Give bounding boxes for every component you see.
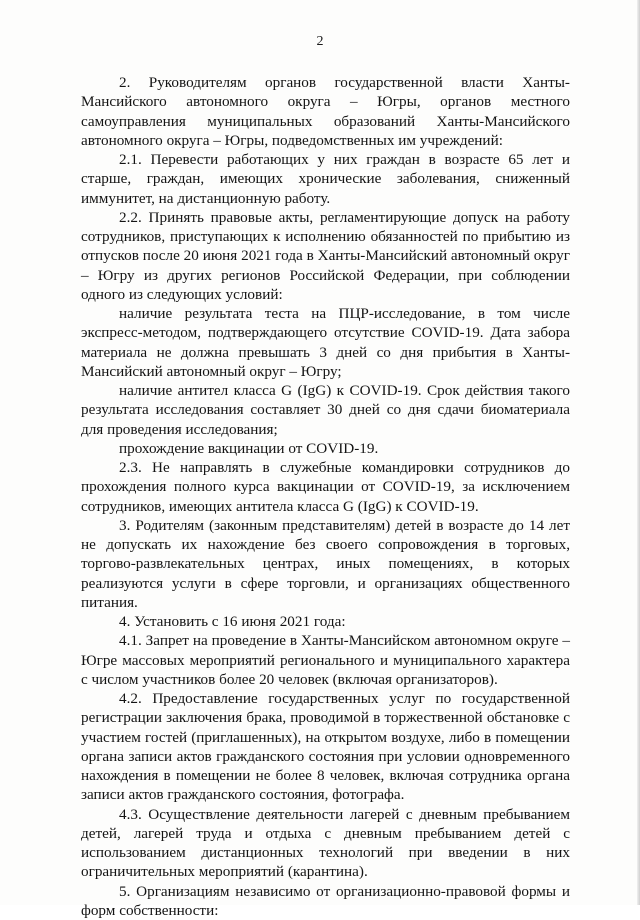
paragraph-2-3: 2.3. Не направлять в служебные командировки сотрудников до прохождения полного курса вакцинации от COVID-19, за исключением сотрудников, имеющих антитела класса G (IgG) к COVID-19. xyxy=(81,458,570,516)
page-number: 2 xyxy=(0,34,640,50)
document-body xyxy=(81,73,570,920)
paragraph-4: 4. Установить с 16 июня 2021 года: xyxy=(81,612,570,631)
paragraph-3: 3. Родителям (законным представителям) детей в возрасте до 14 лет не допускать их нахождение без своего сопровождения в торговых, торгово-развлекательных центрах, иных помещениях, в которых реализуются услуги в сфере торговли, и организациях общественного питания. xyxy=(81,516,570,612)
paragraph-5: 5. Организациям независимо от организационно-правовой формы и форм собственности: xyxy=(81,882,570,920)
paragraph-condition-pcr: наличие результата теста на ПЦР-исследование, в том числе экспресс-методом, подтверждающего отсутствие COVID-19. Дата забора материала не должна превышать 3 дней со дня прибытия в Ханты-Мансийский автономный округ – Югру; xyxy=(81,304,570,381)
paragraph-condition-vaccination: прохождение вакцинации от COVID-19. xyxy=(81,439,570,458)
paragraph-4-3: 4.3. Осуществление деятельности лагерей с дневным пребыванием детей, лагерей труда и отдыха с дневным пребыванием детей с использованием дистанционных технологий при введении в них ограничительных мероприятий (карантина). xyxy=(81,805,570,882)
paragraph-condition-antibodies: наличие антител класса G (IgG) к COVID-19. Срок действия такого результата исследования составляет 30 дней со дня сдачи биоматериала для проведения исследования; xyxy=(81,381,570,439)
paragraph-4-1: 4.1. Запрет на проведение в Ханты-Мансийском автономном округе – Югре массовых мероприятий регионального и муниципального характера с числом участников более 20 человек (включая организаторов). xyxy=(81,631,570,689)
paragraph-2-1: 2.1. Перевести работающих у них граждан в возрасте 65 лет и старше, граждан, имеющих хронические заболевания, сниженный иммунитет, на дистанционную работу. xyxy=(81,150,570,208)
paragraph-2-2: 2.2. Принять правовые акты, регламентирующие допуск на работу сотрудников, приступающих к исполнению обязанностей по прибытию из отпусков после 20 июня 2021 года в Ханты-Мансийский автономный округ – Югру из других регионов Российской Федерации, при соблюдении одного из следующих условий: xyxy=(81,208,570,304)
paragraph-4-2: 4.2. Предоставление государственных услуг по государственной регистрации заключения брака, проводимой в торжественной обстановке с участием гостей (приглашенных), на открытом воздухе, либо в помещении органа записи актов гражданского состояния при условии одновременного нахождения в помещении не более 8 человек, включая сотрудника органа записи актов гражданского состояния, фотографа. xyxy=(81,689,570,805)
paragraph-2: 2. Руководителям органов государственной власти Ханты-Мансийского автономного округа – Югры, органов местного самоуправления муниципальных образований Ханты-Мансийского автономного округа – Югры, подведомственных им учреждений: xyxy=(81,73,570,150)
